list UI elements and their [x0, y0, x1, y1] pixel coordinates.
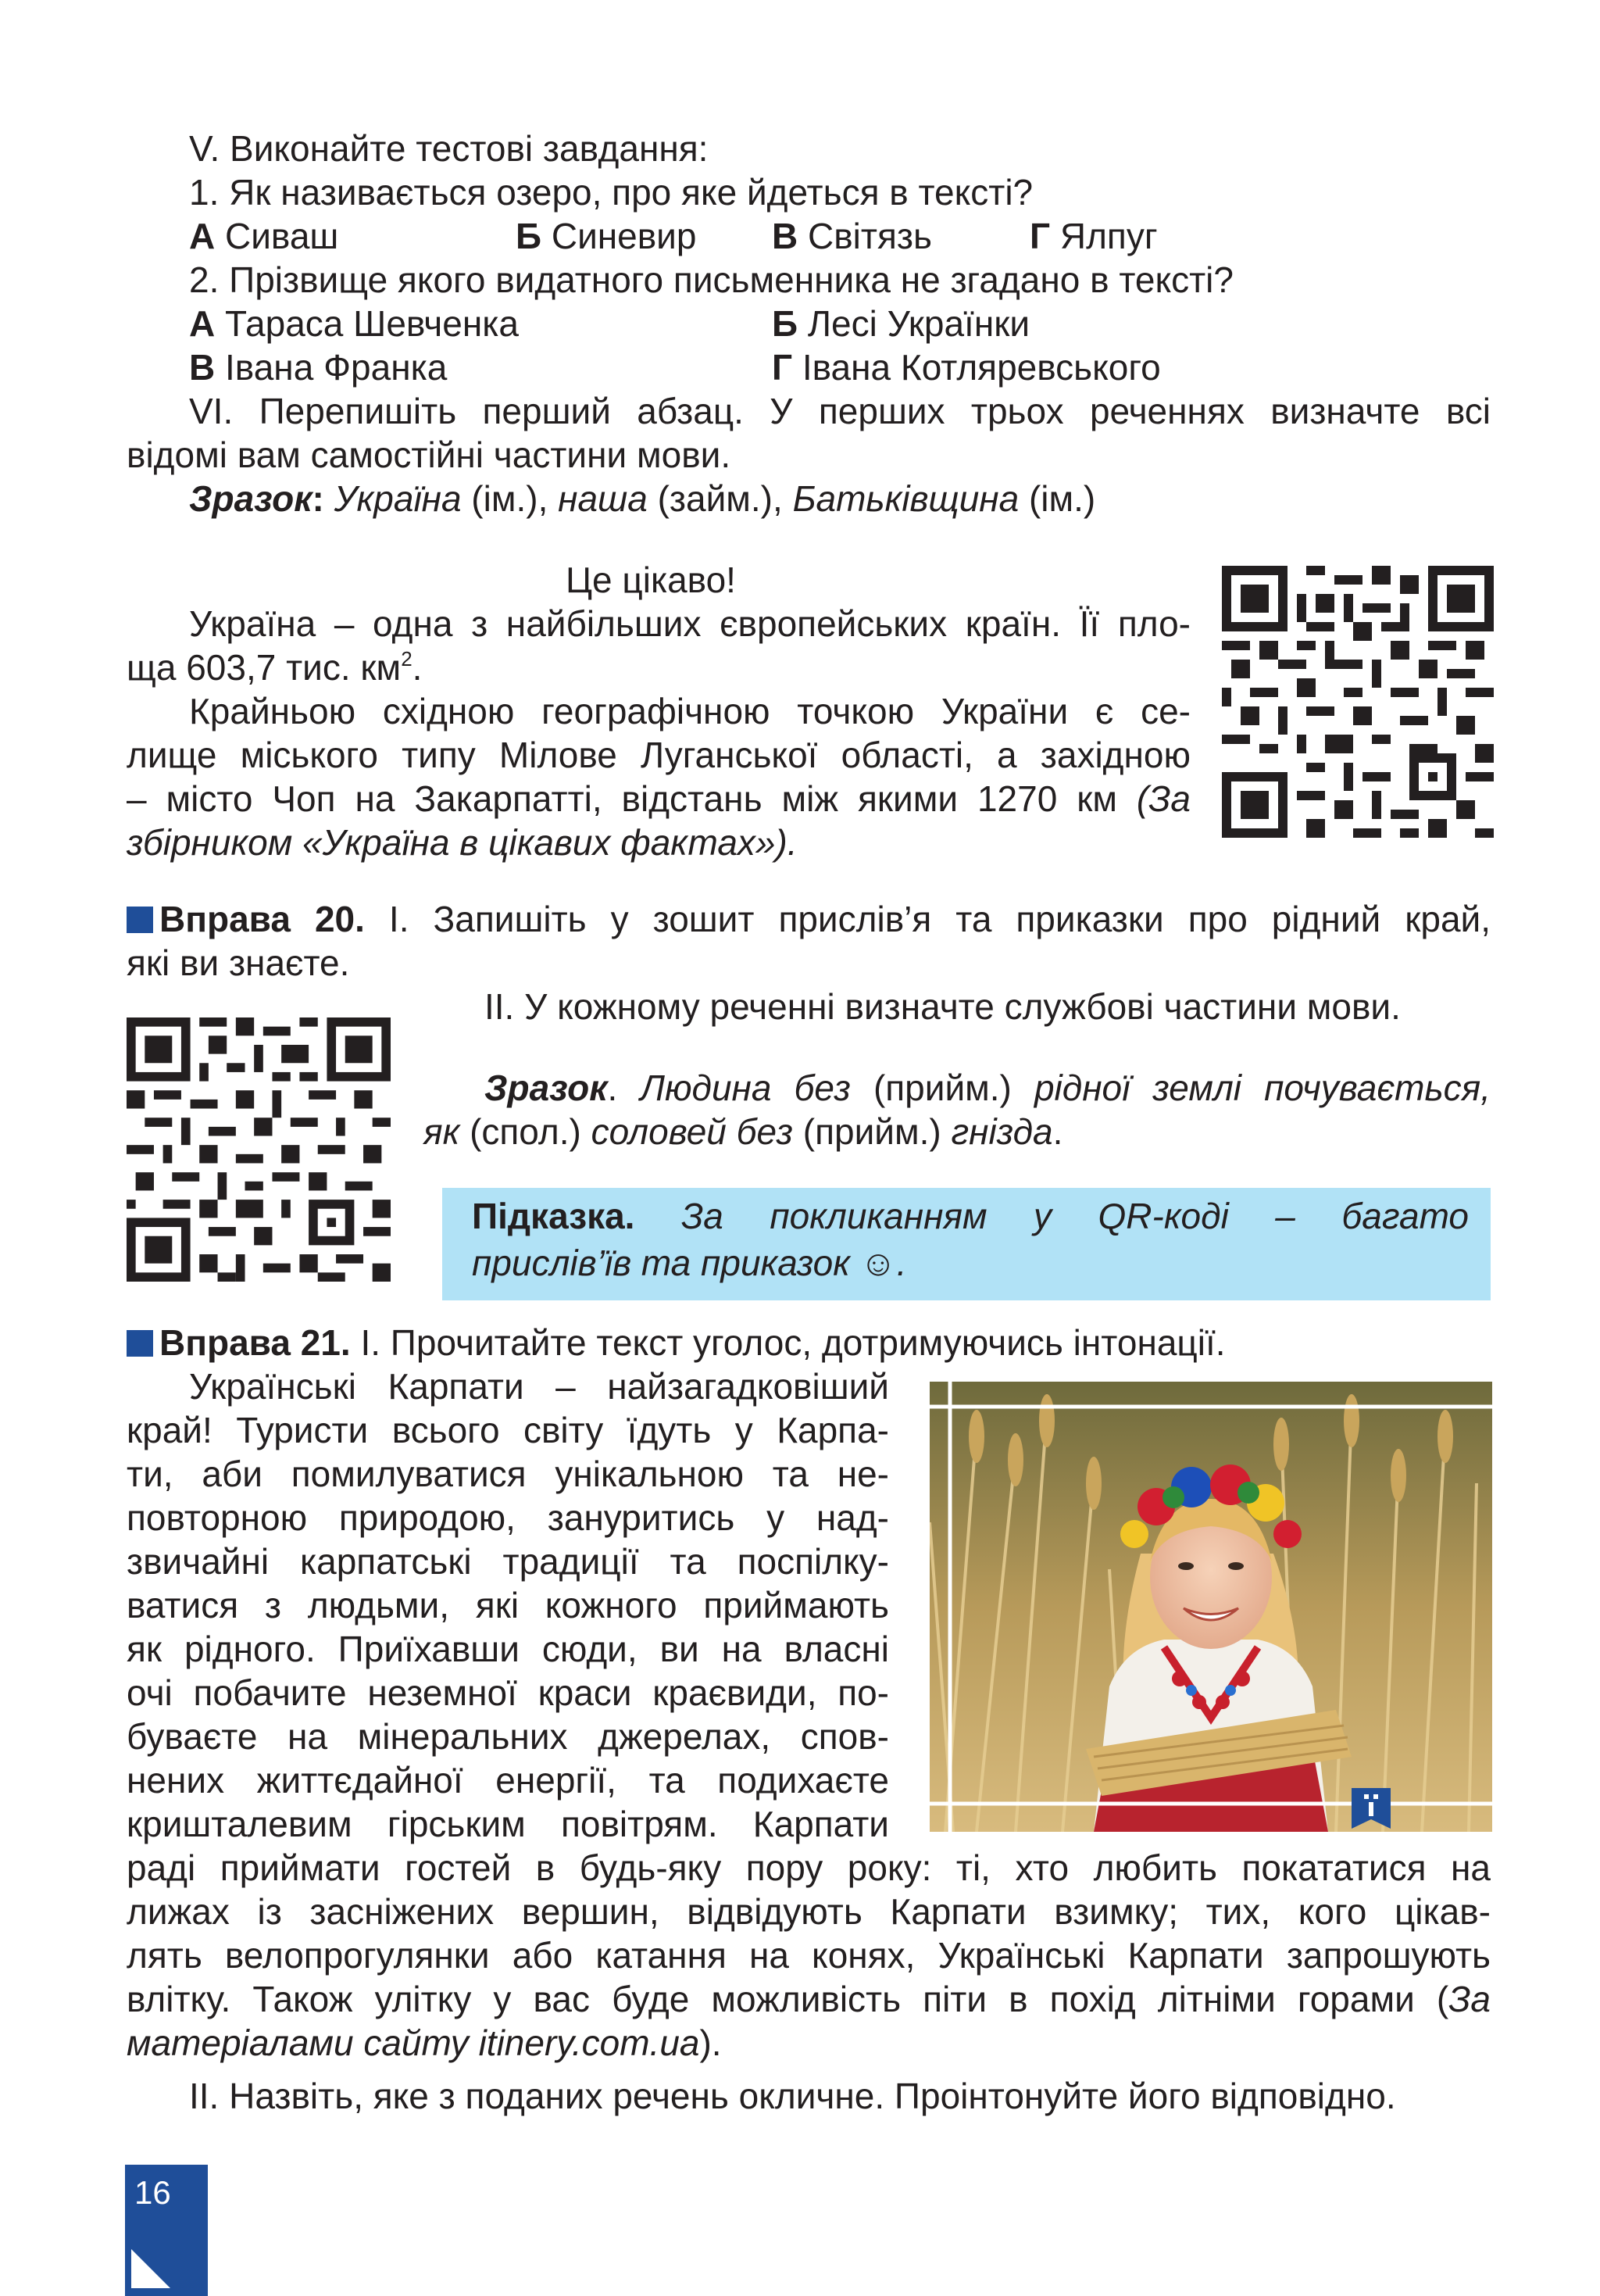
- interesting-line-2: ща 603,7 тис. $км^2$.: [127, 647, 423, 688]
- task5-question-2: 2. Прізвище якого видатного письменника не згадано в тексті?: [189, 259, 1234, 300]
- ex21-task-2: ІІ. Назвіть, яке з поданих речень окличне. Проінтонуйте його відповідно.: [189, 2076, 1396, 2116]
- ex21-text-line: край! Туристи всього світу їдуть у Карпа-: [127, 1410, 889, 1450]
- ex20-sample-line-1: Зразок. Людина без (прийм.) рідної землі почувається,: [484, 1068, 1491, 1108]
- task6-line-2: відомі вам самостійні частини мови.: [127, 435, 731, 475]
- ex20-marker: [127, 907, 153, 933]
- ex21-text-line: Українські Карпати – найзагадковіший: [189, 1366, 889, 1407]
- ex21-text-line: кришталевим гірським повітрям. Карпати: [127, 1804, 889, 1844]
- interesting-line-4: лище міського типу Мілове Луганської області, а західною: [127, 735, 1191, 775]
- task5-question-1: 1. Як називається озеро, про яке йдеться в тексті?: [189, 172, 1034, 213]
- qr-code-facts[interactable]: [1222, 566, 1494, 838]
- ex21-text-line: звичайні карпатські традиції та поспілку-: [127, 1541, 889, 1582]
- ex21-text-line: матеріалами сайту itinery.com.ua).: [127, 2022, 722, 2063]
- ex21-text-line: буваєте на мінеральних джерелах, спов-: [127, 1716, 889, 1757]
- ex20-sample-line-2: як (спол.) соловей без (прийм.) гнізда.: [423, 1111, 1063, 1152]
- q2-option-b: Б Лесі Українки: [772, 303, 1030, 344]
- interesting-line-5: – місто Чоп на Закарпатті, відстань між якими 1270 км (За: [127, 778, 1191, 819]
- ex21-line-0: Вправа 21. І. Прочитайте текст уголос, дотримуючись інтонації.: [127, 1321, 1226, 1364]
- hint-line-2: прислів’їв та приказок ☺.: [472, 1243, 907, 1283]
- ex21-text-line: лять велопрогулянки або катання на конях, Українські Карпати запрошують: [127, 1935, 1491, 1976]
- interesting-line-6: збірником «Україна в цікавих фактах»).: [127, 822, 798, 863]
- ex21-text-line: очі побачите неземної краси краєвиди, по-: [127, 1672, 889, 1713]
- hint-line-1: Підказка. За покликанням у QR-коді – багато: [472, 1196, 1469, 1236]
- q2-option-a: А Тараса Шевченка: [189, 303, 519, 344]
- photo-girl-wheat-field: [930, 1382, 1492, 1832]
- page-number: 16: [134, 2174, 171, 2211]
- ex21-text-line: влітку. Також улітку у вас буде можливість піти в похід літніми горами (За: [127, 1979, 1491, 2019]
- ex20-line-1: Вправа 20. І. Запишіть у зошит прислів’я та приказки про рідний край,: [127, 897, 1491, 941]
- task6-line-1: VI. Перепишіть перший абзац. У перших трьох реченнях визначте всі: [189, 391, 1491, 431]
- ex20-task-2: ІІ. У кожному реченні визначте службові частини мови.: [484, 986, 1401, 1027]
- q1-option-b: Б Синевир: [516, 216, 697, 256]
- ex21-text-line: як рідного. Приїхавши сюди, ви на власні: [127, 1629, 889, 1669]
- ex21-text-line: повторною природою, зануритись у над-: [127, 1497, 889, 1538]
- ex21-text-line: ти, аби помилуватися унікальною та не-: [127, 1454, 889, 1494]
- ex21-text-line: лижах із засніжених вершин, відвідують Карпати взимку; тих, кого цікав-: [127, 1891, 1491, 1932]
- ex21-text-line: нених життєдайної енергії, та подихаєте: [127, 1760, 889, 1801]
- q1-option-c: В Світязь: [772, 216, 932, 256]
- interesting-title: Це цікаво!: [566, 560, 736, 600]
- task5-heading: V. Виконайте тестові завдання:: [189, 128, 709, 169]
- q2-option-d: Г Івана Котляревського: [772, 347, 1161, 388]
- q1-option-a: А Сиваш: [189, 216, 339, 256]
- ex21-marker: [127, 1330, 153, 1357]
- interesting-line-1: Україна – одна з найбільших європейських країн. Її пло-: [189, 603, 1191, 644]
- ex20-line-2: які ви знаєте.: [127, 942, 350, 983]
- q2-option-c: В Івана Франка: [189, 347, 448, 388]
- q1-option-d: Г Ялпуг: [1030, 216, 1158, 256]
- qr-code-proverbs[interactable]: [127, 1017, 391, 1282]
- ex21-text-line: ватися з людьми, які кожного приймають: [127, 1585, 889, 1625]
- interesting-line-3: Крайньою східною географічною точкою України є се-: [189, 691, 1191, 731]
- ex21-text-line: раді приймати гостей в будь-яку пору року: ті, хто любить покататися на: [127, 1847, 1491, 1888]
- task6-sample: Зразок: Україна (ім.), наша (займ.), Батьківщина (ім.): [189, 478, 1096, 519]
